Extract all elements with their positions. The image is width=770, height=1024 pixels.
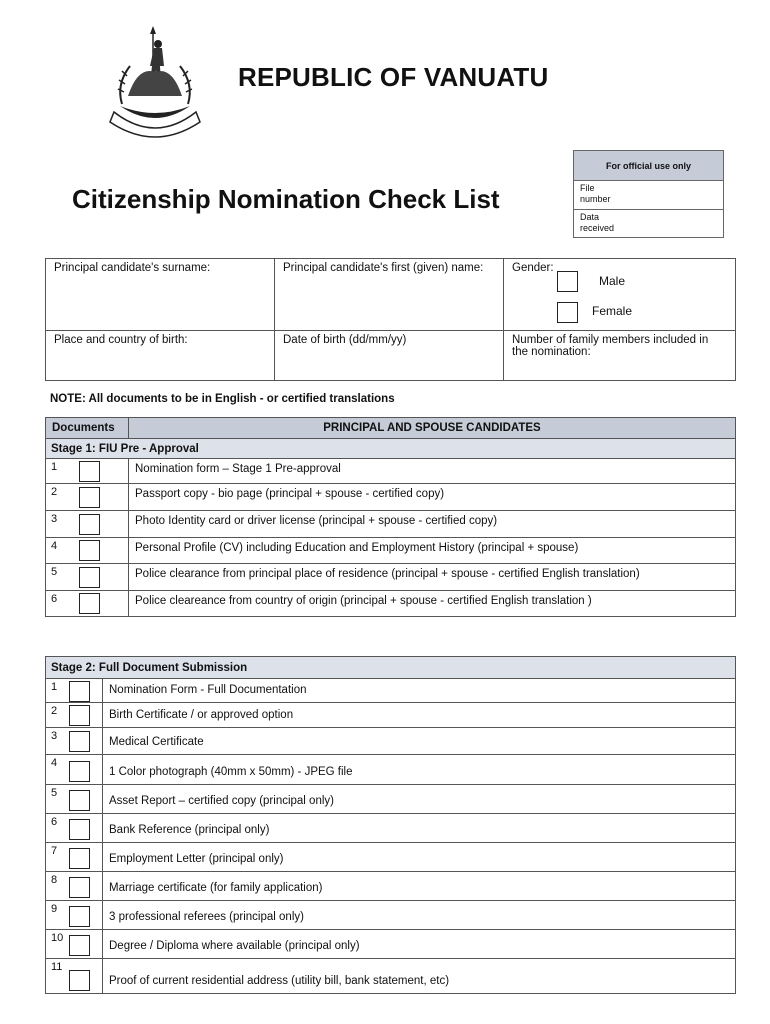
surname-label: Principal candidate's surname: — [54, 262, 211, 274]
stage1-item-number: 3 — [51, 513, 58, 525]
stage2-item-row — [46, 872, 736, 901]
stage2-item-row — [46, 901, 736, 930]
family-count-label: Number of family members included in the nomination: — [512, 334, 709, 358]
female-label: Female — [592, 304, 633, 318]
stage2-item-text: 3 professional referees (principal only) — [103, 901, 736, 930]
stage1-item-number-cell — [46, 484, 129, 511]
stage2-item-row — [46, 728, 736, 755]
stage2-item-number-cell — [46, 959, 103, 994]
gender-field — [504, 259, 736, 331]
document-title: Citizenship Nomination Check List — [72, 184, 500, 214]
stage2-item-number: 9 — [51, 903, 58, 915]
stage2-item-text: Birth Certificate / or approved option — [103, 703, 736, 728]
stage1-item-checkbox[interactable] — [79, 540, 100, 561]
stage2-item-text: Marriage certificate (for family application) — [103, 872, 736, 901]
stage2-item-text: Employment Letter (principal only) — [103, 843, 736, 872]
stage2-item-number-cell — [46, 703, 103, 728]
first-name-field[interactable] — [275, 259, 504, 331]
documents-column-header: Documents — [46, 418, 129, 439]
stage2-item-row — [46, 785, 736, 814]
date-received-field[interactable]: Data received — [580, 212, 615, 233]
first-name-label: Principal candidate's first (given) name: — [283, 262, 484, 274]
stage2-item-checkbox[interactable] — [69, 819, 90, 840]
stage2-item-checkbox[interactable] — [69, 731, 90, 752]
stage2-item-number: 5 — [51, 787, 58, 799]
stage1-item-text: Passport copy - bio page (principal + spouse - certified copy) — [129, 484, 736, 511]
stage1-item-row — [46, 564, 736, 591]
stage2-item-number: 8 — [51, 874, 58, 886]
stage2-item-checkbox[interactable] — [69, 761, 90, 782]
stage2-item-number-cell — [46, 728, 103, 755]
dob-field[interactable] — [275, 331, 504, 381]
stage1-item-row — [46, 484, 736, 511]
stage2-item-text: Nomination Form - Full Documentation — [103, 679, 736, 703]
stage1-item-row — [46, 511, 736, 538]
stage1-item-number-cell — [46, 511, 129, 538]
stage2-item-number: 7 — [51, 845, 58, 857]
stage2-item-checkbox[interactable] — [69, 705, 90, 726]
stage1-item-row — [46, 459, 736, 484]
stage2-item-checkbox[interactable] — [69, 935, 90, 956]
surname-field[interactable] — [46, 259, 275, 331]
birth-place-field[interactable] — [46, 331, 275, 381]
stage1-item-row — [46, 538, 736, 564]
stage2-item-checkbox[interactable] — [69, 877, 90, 898]
stage2-item-checkbox[interactable] — [69, 790, 90, 811]
stage1-item-checkbox[interactable] — [79, 487, 100, 508]
stage2-title: Stage 2: Full Document Submission — [46, 657, 736, 679]
country-title: REPUBLIC OF VANUATU — [238, 62, 549, 92]
stage1-item-number-cell — [46, 538, 129, 564]
stage1-item-text: Police clearance from principal place of residence (principal + spouse - certified English translation) — [129, 564, 736, 591]
stage2-item-number: 10 — [51, 932, 64, 944]
stage1-item-number-cell — [46, 591, 129, 617]
stage2-item-row — [46, 703, 736, 728]
stage2-item-text: Asset Report – certified copy (principal only) — [103, 785, 736, 814]
stage2-item-text: Bank Reference (principal only) — [103, 814, 736, 843]
stage2-item-number: 11 — [51, 961, 63, 973]
stage1-item-text: Personal Profile (CV) including Education and Employment History (principal + spouse) — [129, 538, 736, 564]
birth-place-label: Place and country of birth: — [54, 334, 188, 346]
official-use-heading: For official use only — [574, 151, 723, 181]
stage2-item-number-cell — [46, 843, 103, 872]
stage2-item-number: 2 — [51, 705, 58, 717]
file-number-field[interactable]: File number — [574, 181, 723, 210]
stage2-item-checkbox[interactable] — [69, 848, 90, 869]
stage2-item-number-cell — [46, 814, 103, 843]
stage2-item-number-cell — [46, 679, 103, 703]
stage1-item-number-cell — [46, 564, 129, 591]
stage1-item-number: 1 — [51, 461, 58, 473]
female-checkbox[interactable] — [557, 302, 578, 323]
stage2-item-checkbox[interactable] — [69, 970, 90, 991]
stage2-item-checkbox[interactable] — [69, 681, 90, 702]
stage2-item-text: Degree / Diploma where available (principal only) — [103, 930, 736, 959]
gender-label: Gender: — [512, 262, 554, 274]
stage1-item-text: Nomination form – Stage 1 Pre-approval — [129, 459, 736, 484]
dob-label: Date of birth (dd/mm/yy) — [283, 334, 407, 346]
stage2-item-number-cell — [46, 872, 103, 901]
stage2-item-number: 3 — [51, 730, 58, 742]
stage1-item-checkbox[interactable] — [79, 461, 100, 482]
stage2-item-number: 6 — [51, 816, 58, 828]
stage1-checklist-table — [45, 417, 736, 617]
stage2-item-text: Proof of current residential address (utility bill, bank statement, etc) — [103, 959, 736, 994]
stage1-item-text: Photo Identity card or driver license (principal + spouse - certified copy) — [129, 511, 736, 538]
male-checkbox[interactable] — [557, 271, 578, 292]
stage2-item-row — [46, 930, 736, 959]
stage1-item-number: 5 — [51, 566, 58, 578]
stage2-item-row — [46, 755, 736, 785]
stage2-item-row — [46, 843, 736, 872]
stage1-item-number: 2 — [51, 486, 58, 498]
stage1-item-number: 6 — [51, 593, 58, 605]
stage1-item-number: 4 — [51, 540, 58, 552]
stage2-item-row — [46, 679, 736, 703]
vanuatu-coat-of-arms-emblem — [108, 26, 202, 138]
stage2-checklist-table — [45, 656, 736, 994]
family-count-field[interactable] — [504, 331, 736, 381]
stage2-item-number-cell — [46, 901, 103, 930]
stage2-item-row — [46, 814, 736, 843]
translation-note: NOTE: All documents to be in English - or certified translations — [50, 393, 395, 405]
stage1-item-text: Police cleareance from country of origin (principal + spouse - certified English translation ) — [129, 591, 736, 617]
candidates-column-header: PRINCIPAL AND SPOUSE CANDIDATES — [129, 418, 736, 439]
stage2-item-text: Medical Certificate — [103, 728, 736, 755]
stage1-item-checkbox[interactable] — [79, 567, 100, 588]
stage1-item-checkbox[interactable] — [79, 514, 100, 535]
stage1-item-checkbox[interactable] — [79, 593, 100, 614]
stage2-item-number: 1 — [51, 681, 58, 693]
stage2-item-row — [46, 959, 736, 994]
official-use-box — [573, 150, 724, 238]
candidate-details-table — [45, 258, 736, 381]
stage1-item-row — [46, 591, 736, 617]
stage2-item-number: 4 — [51, 757, 58, 769]
stage2-item-number-cell — [46, 930, 103, 959]
stage2-item-checkbox[interactable] — [69, 906, 90, 927]
male-label: Male — [599, 274, 626, 288]
stage1-title: Stage 1: FIU Pre - Approval — [46, 439, 736, 459]
stage1-item-number-cell — [46, 459, 129, 484]
stage2-item-number-cell — [46, 785, 103, 814]
stage2-item-text: 1 Color photograph (40mm x 50mm) - JPEG file — [103, 755, 736, 785]
stage2-item-number-cell — [46, 755, 103, 785]
